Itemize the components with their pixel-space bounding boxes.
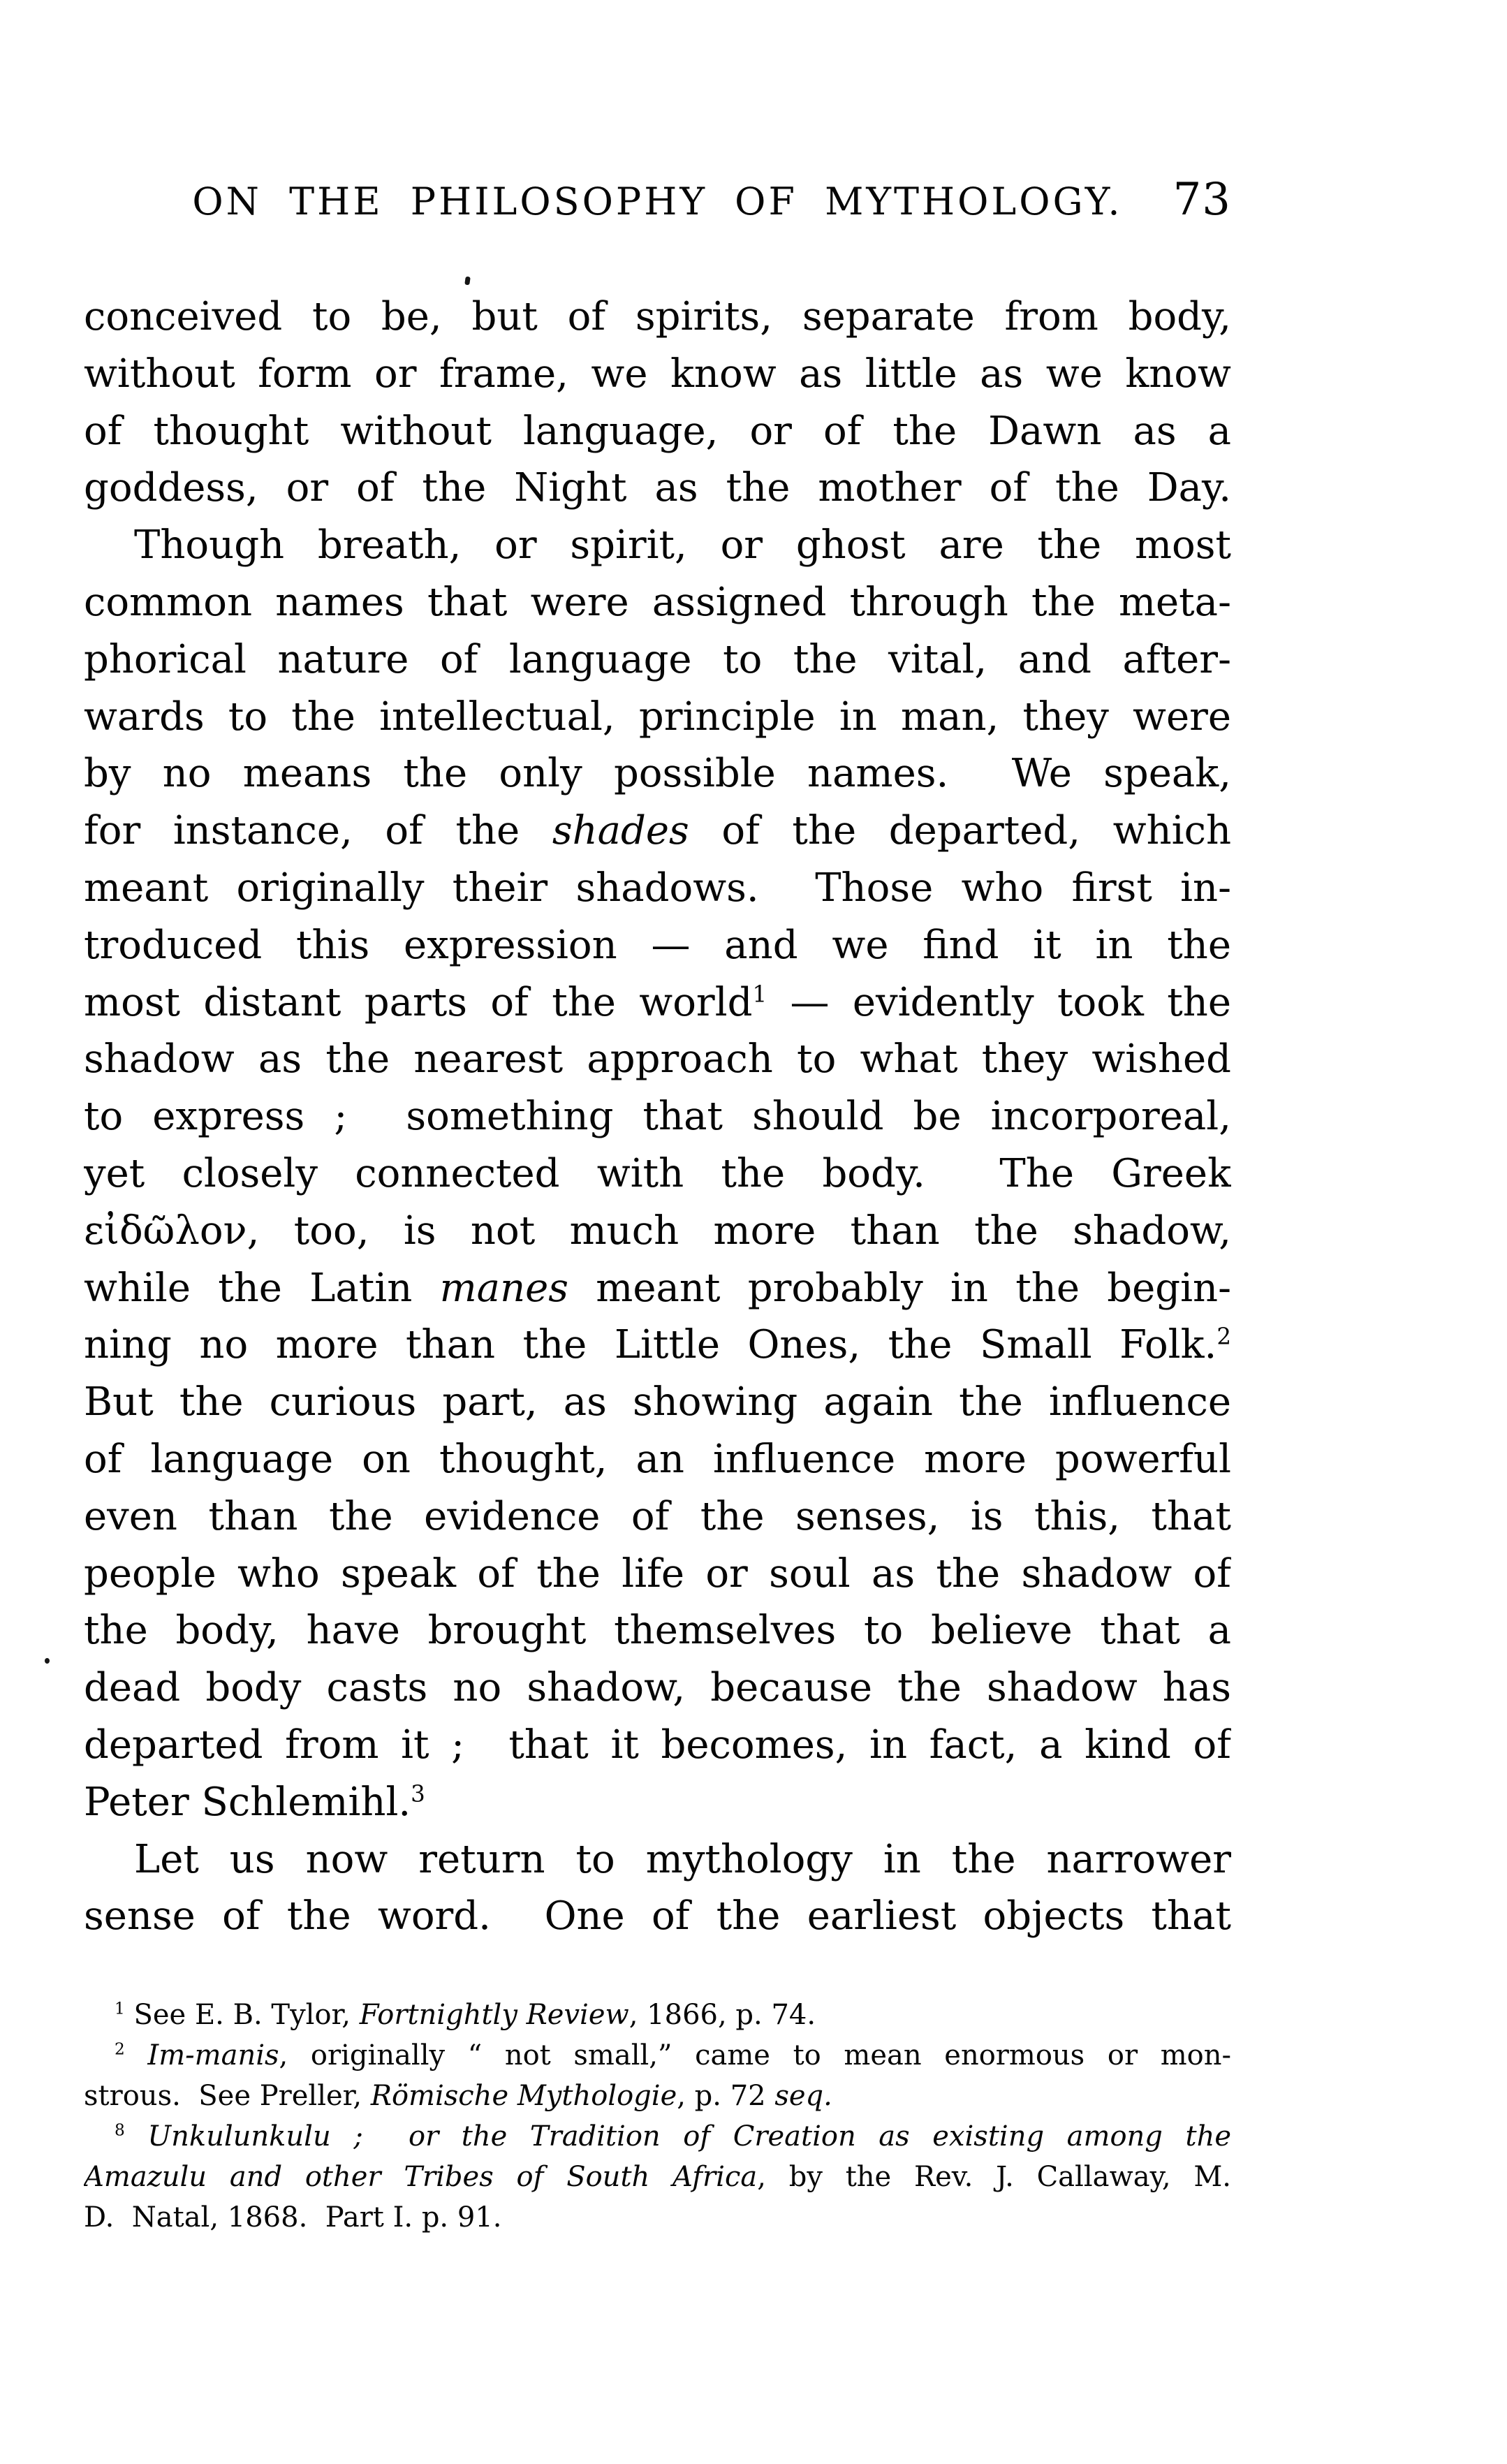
body-line: dead body casts no shadow, because the shadow has xyxy=(84,1665,1231,1711)
body-line: while the Latin manes meant probably in the begin- xyxy=(84,1265,1231,1311)
footnote-line: strous. See Preller, Römische Mythologie, p. 72 seq. xyxy=(84,2080,832,2112)
body-line: Let us now return to mythology in the narrower xyxy=(134,1836,1231,1882)
body-line: conceived to be, but of spirits, separate from body, xyxy=(84,294,1231,339)
body-line: most distant parts of the world$^1$ — evidently took the xyxy=(84,979,1231,1025)
body-line: ning no more than the Little Ones, the Small Folk.$^2$ xyxy=(84,1322,1231,1368)
body-line: without form or frame, we know as little as we know xyxy=(84,351,1231,397)
body-line: sense of the word. One of the earliest objects that xyxy=(84,1893,1231,1939)
footnote-line: $^8$ Unkulunkulu ; or the Tradition of Creation as existing among the xyxy=(115,2120,1231,2153)
body-line: for instance, of the shades of the departed, which xyxy=(84,808,1231,854)
body-line: of thought without language, or of the Dawn as a xyxy=(84,408,1231,454)
footnote-line: D. Natal, 1868. Part I. p. 91. xyxy=(84,2201,502,2234)
footnote-line: $^1$ See E. B. Tylor, Fortnightly Review, 1866, p. 74. xyxy=(115,1999,816,2031)
body-line: by no means the only possible names. We speak, xyxy=(84,751,1231,797)
body-line: wards to the intellectual, principle in man, they were xyxy=(84,694,1231,740)
body-text xyxy=(84,288,1231,1945)
ink-speck xyxy=(45,1658,50,1664)
body-line: the body, have brought themselves to believe that a xyxy=(84,1608,1231,1654)
body-line: of language on thought, an influence more powerful xyxy=(84,1436,1231,1482)
running-title: ON THE PHILOSOPHY OF MYTHOLOGY. xyxy=(192,179,1123,223)
body-line: Though breath, or spirit, or ghost are the most xyxy=(134,522,1231,569)
body-line: meant originally their shadows. Those who first in- xyxy=(84,865,1231,911)
body-line: people who speak of the life or soul as the shadow of xyxy=(84,1550,1231,1597)
body-line: departed from it ; that it becomes, in fact, a kind of xyxy=(84,1722,1231,1768)
body-line: εἰδῶλον, too, is not much more than the shadow, xyxy=(84,1208,1231,1254)
body-line: troduced this expression — and we find it in the xyxy=(84,922,1231,968)
footnote-line: Amazulu and other Tribes of South Africa, by the Rev. J. Callaway, M. xyxy=(84,2161,1231,2193)
body-line: to express ; something that should be incorporeal, xyxy=(84,1094,1231,1140)
body-line: shadow as the nearest approach to what they wished xyxy=(84,1036,1231,1083)
page-number: 73 xyxy=(1172,174,1231,226)
body-line: Peter Schlemihl.$^3$ xyxy=(84,1779,425,1825)
body-line: goddess, or of the Night as the mother of the Day. xyxy=(84,465,1231,511)
body-line: even than the evidence of the senses, is this, that xyxy=(84,1493,1231,1539)
ink-speck xyxy=(464,277,471,286)
body-line: phorical nature of language to the vital, and after- xyxy=(84,636,1231,682)
footnote-line: $^2$ Im-manis, originally “ not small,” came to mean enormous or mon- xyxy=(115,2039,1231,2071)
body-line: common names that were assigned through the meta- xyxy=(84,579,1231,625)
body-line: But the curious part, as showing again the influence xyxy=(84,1379,1231,1425)
page-header xyxy=(84,174,1231,226)
footnotes xyxy=(84,1995,1231,2238)
body-line: yet closely connected with the body. The Greek xyxy=(84,1150,1231,1196)
